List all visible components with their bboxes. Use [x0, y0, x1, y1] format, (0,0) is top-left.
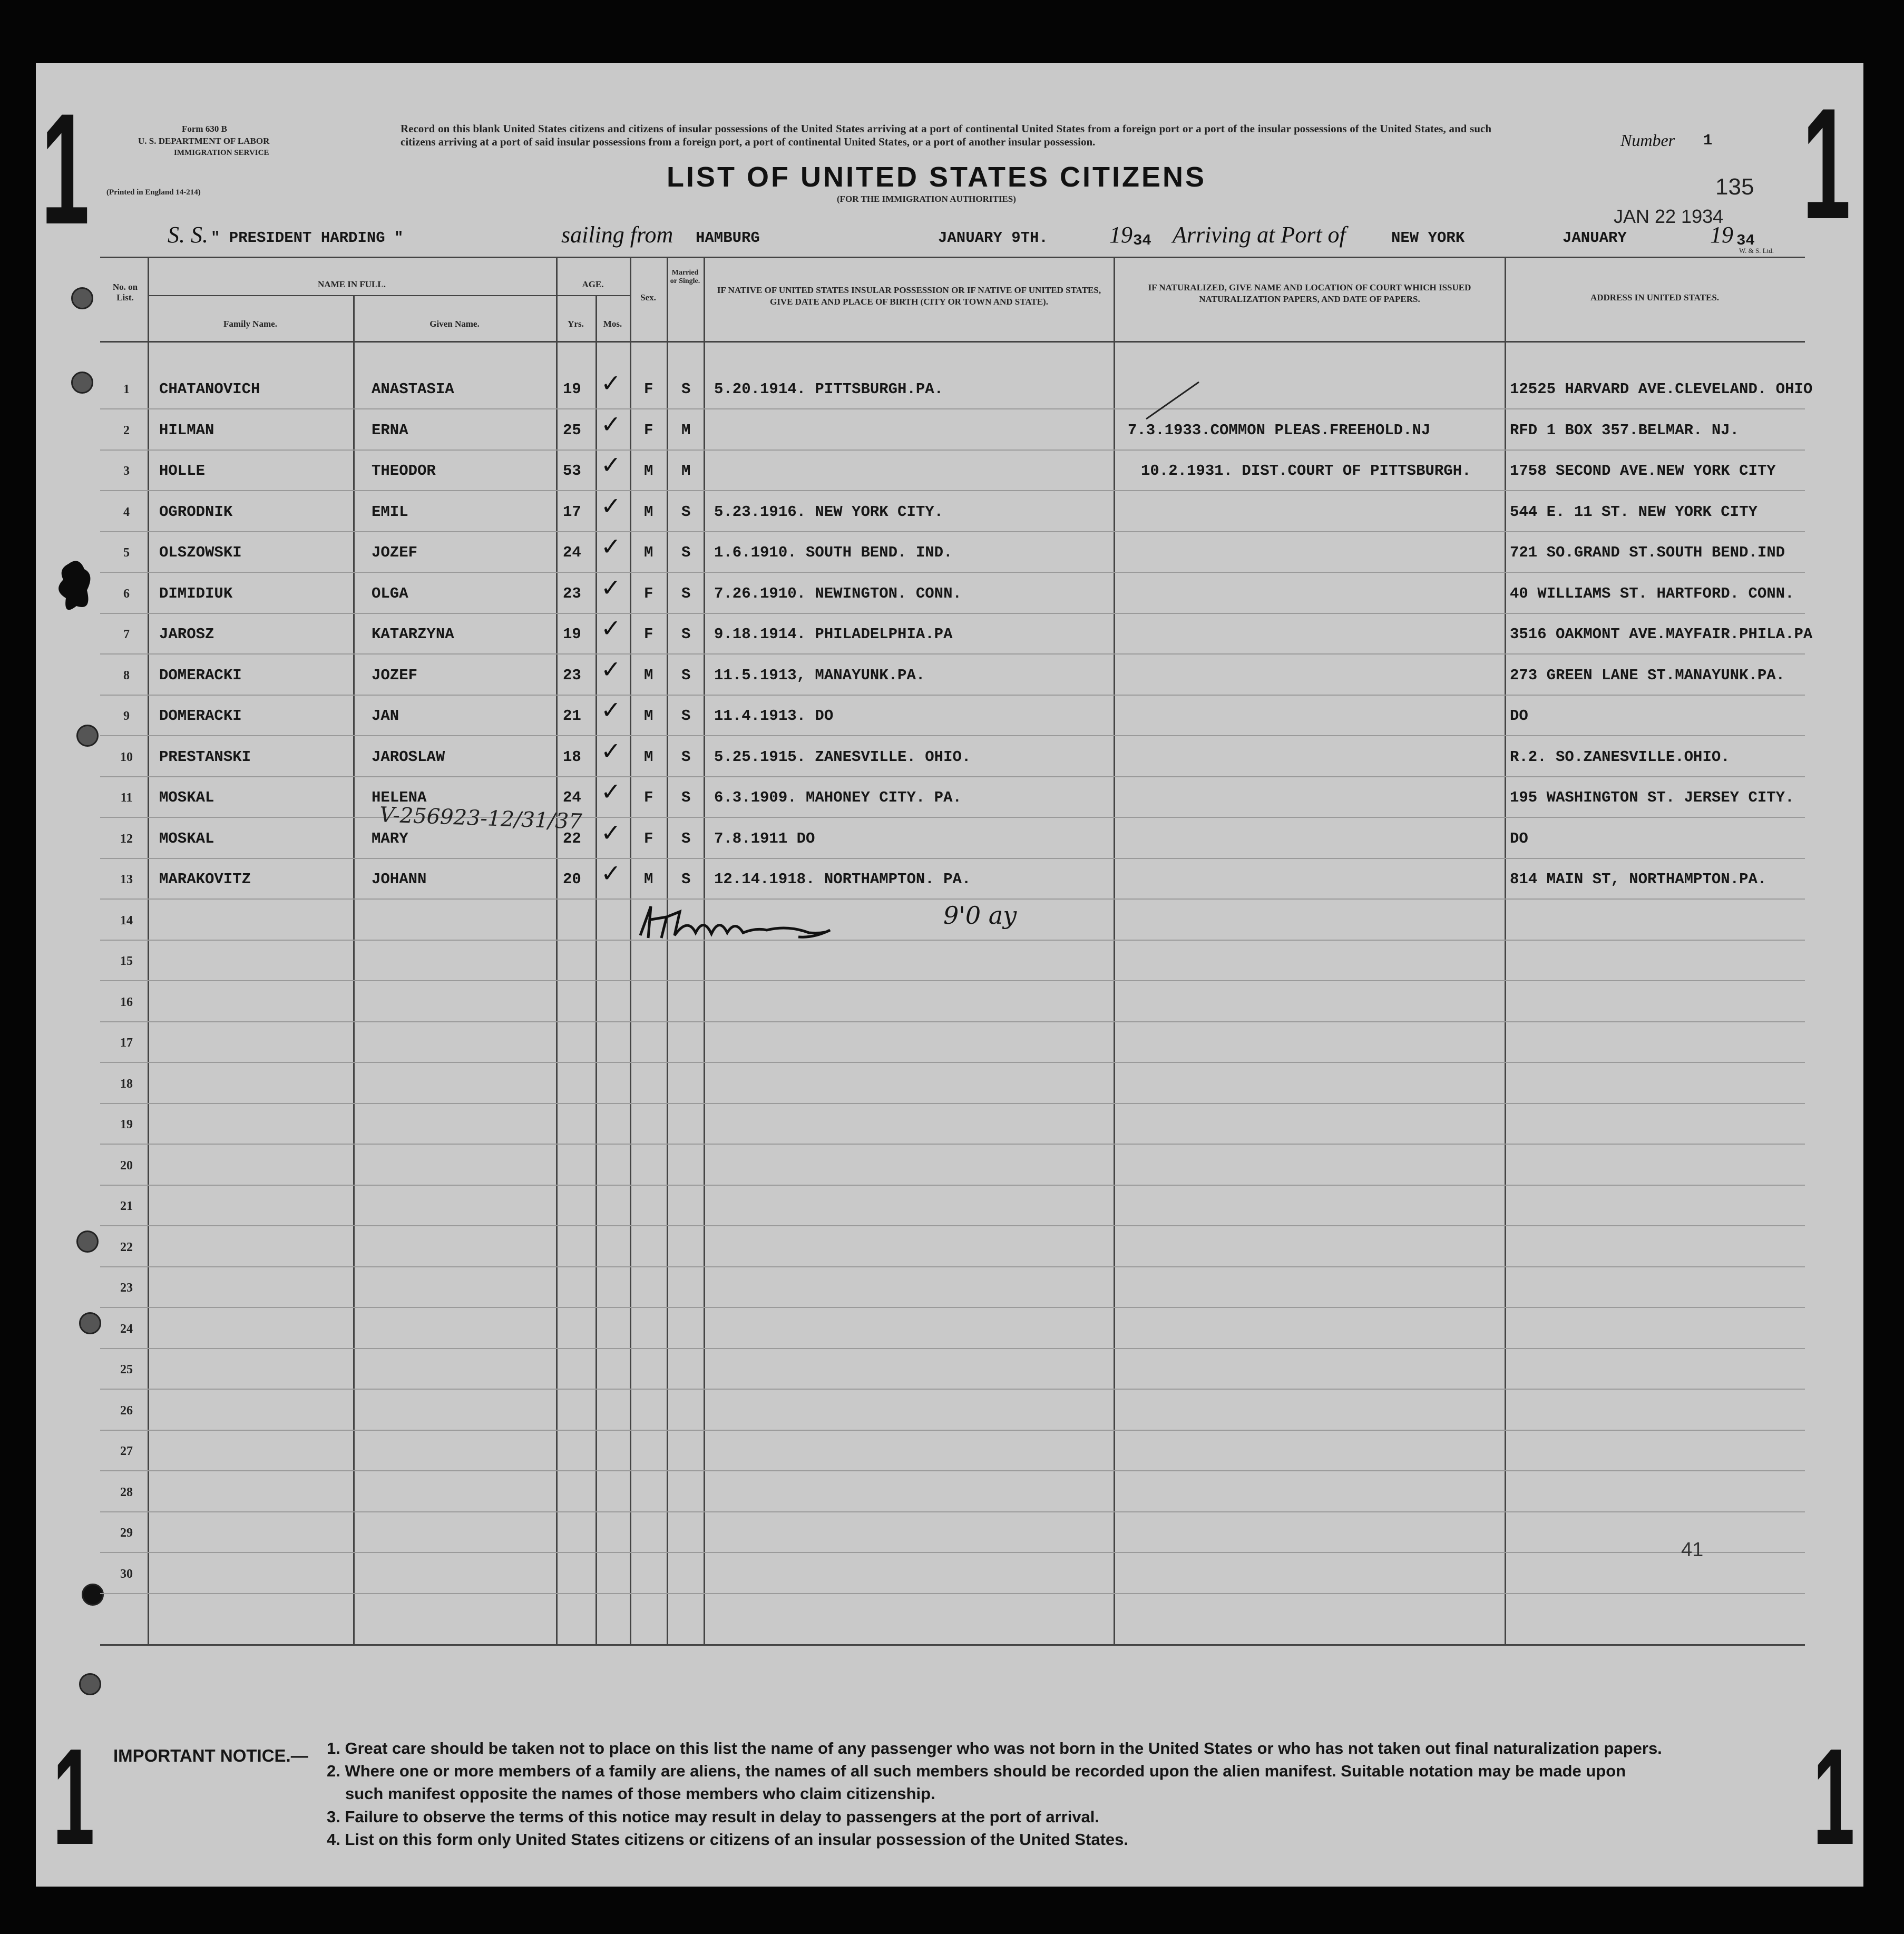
cell-sex: M — [644, 503, 653, 521]
printer-mark: W. & S. Ltd. — [1739, 247, 1774, 255]
cell-sex: M — [644, 871, 653, 888]
check-mark: ✓ — [601, 491, 621, 520]
cell-given: JOZEF — [372, 544, 418, 561]
cell-birth: 11.5.1913, MANAYUNK.PA. — [714, 666, 925, 684]
cell-family: DOMERACKI — [159, 707, 242, 725]
check-mark: ✓ — [601, 777, 621, 806]
table-bottom-border — [100, 1644, 1805, 1646]
row-number: 28 — [120, 1485, 133, 1499]
cell-addr: 195 WASHINGTON ST. JERSEY CITY. — [1510, 789, 1794, 806]
check-mark: ✓ — [601, 532, 621, 561]
ruled-line — [100, 450, 1805, 451]
row-number: 11 — [120, 791, 133, 805]
header-yrs: Yrs. — [568, 319, 584, 329]
cell-addr: 1758 SECOND AVE.NEW YORK CITY — [1510, 462, 1776, 480]
check-mark: ✓ — [601, 451, 621, 479]
cell-sex: F — [644, 789, 653, 806]
cell-ms: S — [681, 748, 691, 766]
cell-sex: M — [644, 707, 653, 725]
header-naturalized: IF NATURALIZED, GIVE NAME AND LOCATION OF COURT WHICH ISSUED NATURALIZATION PAPERS, AND DATE OF PAPERS. — [1148, 282, 1471, 304]
row-number: 2 — [123, 423, 130, 437]
cell-given: JOHANN — [372, 871, 427, 888]
header-family: Family Name. — [223, 319, 277, 329]
cell-addr: 12525 HARVARD AVE.CLEVELAND. OHIO — [1510, 380, 1813, 398]
row-number: 10 — [120, 750, 133, 764]
cell-family: DOMERACKI — [159, 666, 242, 684]
cell-ms: S — [681, 626, 691, 643]
cell-family: HILMAN — [159, 421, 214, 439]
ruled-line — [100, 1185, 1805, 1186]
header-name: NAME IN FULL. — [318, 279, 386, 289]
row-number: 18 — [120, 1077, 133, 1091]
form-number: Form 630 B — [182, 124, 227, 134]
cell-age: 23 — [563, 666, 581, 684]
ss-label: S. S. — [168, 222, 208, 248]
cell-given: OLGA — [372, 584, 408, 602]
corner-mark-top-left: 1 — [41, 80, 90, 257]
row-number: 20 — [120, 1158, 133, 1173]
row-number: 24 — [120, 1322, 133, 1336]
header-address: ADDRESS IN UNITED STATES. — [1590, 292, 1720, 302]
header-divider — [100, 341, 1805, 343]
cell-sex: F — [644, 584, 653, 602]
cell-family: HOLLE — [159, 462, 206, 480]
cell-sex: F — [644, 829, 653, 847]
cell-ms: S — [681, 829, 691, 847]
check-mark: ✓ — [601, 655, 621, 683]
cell-family: PRESTANSKI — [159, 748, 251, 766]
ruled-line — [100, 858, 1805, 859]
cell-sex: F — [644, 626, 653, 643]
row-number: 16 — [120, 995, 133, 1009]
check-mark: ✓ — [601, 818, 621, 847]
cell-family: CHATANOVICH — [159, 380, 260, 398]
cell-sex: F — [644, 380, 653, 398]
cell-age: 24 — [563, 544, 581, 561]
cell-sex: M — [644, 544, 653, 561]
row-number: 26 — [120, 1403, 133, 1418]
cell-age: 19 — [563, 380, 581, 398]
check-mark: ✓ — [601, 369, 621, 397]
cell-ms: S — [681, 544, 691, 561]
handwritten-note: 9'0 ay — [943, 901, 1017, 930]
cell-age: 21 — [563, 707, 581, 725]
ruled-line — [100, 695, 1805, 696]
ruled-line — [100, 1266, 1805, 1267]
from-port: HAMBURG — [696, 229, 760, 247]
check-mark: ✓ — [601, 573, 621, 602]
ruled-line — [100, 1307, 1805, 1308]
cell-ms: S — [681, 707, 691, 725]
manifest-sheet — [36, 63, 1863, 1887]
ruled-line — [100, 940, 1805, 941]
ruled-line — [100, 1593, 1805, 1594]
cell-age: 17 — [563, 503, 581, 521]
notice-item-1: 1. Great care should be taken not to place on this list the name of any passenger who was not born in the United States or who has not taken out final naturalization papers. — [327, 1739, 1662, 1757]
printed-note: (Printed in England 14-214) — [106, 188, 201, 197]
cell-age: 18 — [563, 748, 581, 766]
ruled-line — [100, 1511, 1805, 1512]
cell-given: JAROSLAW — [372, 748, 445, 766]
cell-nat: 7.3.1933.COMMON PLEAS.FREEHOLD.NJ — [1128, 421, 1431, 439]
cell-given: JAN — [372, 707, 399, 725]
row-number: 30 — [120, 1567, 133, 1581]
cell-sex: M — [644, 666, 653, 684]
col-border — [353, 295, 355, 1644]
cell-given: JOZEF — [372, 666, 418, 684]
ship-name: " PRESIDENT HARDING " — [211, 229, 404, 247]
notice-item-4: 4. List on this form only United States citizens or citizens of an insular possession of the United States. — [327, 1830, 1128, 1849]
signature-scribble — [630, 896, 925, 954]
notice-item-3: 3. Failure to observe the terms of this notice may result in delay to passengers at the port of arrival. — [327, 1808, 1100, 1826]
row-number: 8 — [123, 668, 130, 682]
row-number: 7 — [123, 628, 130, 641]
ruled-line — [100, 898, 1805, 900]
row-number: 25 — [120, 1363, 133, 1376]
ruled-line — [100, 1225, 1805, 1226]
check-mark: ✓ — [601, 736, 621, 765]
cell-given: EMIL — [372, 503, 408, 521]
cell-addr: 40 WILLIAMS ST. HARTFORD. CONN. — [1510, 584, 1794, 602]
row-number: 19 — [120, 1118, 133, 1131]
header-native: IF NATIVE OF UNITED STATES INSULAR POSSESSION OR IF NATIVE OF UNITED STATES, GIVE DATE AND PLACE OF BIRTH (CITY OR TOWN AND STATE). — [717, 285, 1101, 307]
ruled-line — [100, 980, 1805, 981]
row-number: 27 — [120, 1444, 133, 1458]
ruled-line — [100, 817, 1805, 818]
cell-family: MOSKAL — [159, 829, 214, 847]
row-number: 14 — [120, 913, 133, 927]
cell-addr: DO — [1510, 829, 1528, 847]
check-mark: ✓ — [601, 614, 621, 642]
cell-birth: 1.6.1910. SOUTH BEND. IND. — [714, 544, 953, 561]
ruled-line — [100, 613, 1805, 614]
cell-addr: 814 MAIN ST, NORTHAMPTON.PA. — [1510, 871, 1767, 888]
ruled-line — [100, 490, 1805, 491]
cell-ms: S — [681, 584, 691, 602]
notice-heading: IMPORTANT NOTICE.— — [113, 1746, 308, 1765]
col-border — [1114, 257, 1115, 1644]
row-number: 15 — [120, 954, 133, 968]
check-mark: ✓ — [601, 696, 621, 724]
department: U. S. DEPARTMENT OF LABOR — [138, 136, 270, 146]
cell-birth: 5.25.1915. ZANESVILLE. OHIO. — [714, 748, 971, 766]
row-number: 1 — [123, 383, 130, 396]
cell-ms: S — [681, 666, 691, 684]
cell-given: MARY — [372, 829, 408, 847]
ruled-line — [100, 572, 1805, 573]
table-top-border — [100, 257, 1805, 258]
cell-age: 24 — [563, 789, 581, 806]
arrival-port: NEW YORK — [1391, 229, 1465, 247]
ruled-line — [100, 1021, 1805, 1022]
arrival-year-prefix: 19 — [1710, 222, 1733, 248]
cell-birth: 12.14.1918. NORTHAMPTON. PA. — [714, 871, 971, 888]
cell-age: 25 — [563, 421, 581, 439]
row-number: 22 — [120, 1240, 133, 1254]
ruled-line — [100, 776, 1805, 777]
service: IMMIGRATION SERVICE — [174, 149, 269, 157]
cell-age: 53 — [563, 462, 581, 480]
ruled-line — [100, 1062, 1805, 1063]
row-number: 23 — [120, 1281, 133, 1295]
cell-given: ERNA — [372, 421, 408, 439]
cell-ms: M — [681, 462, 691, 480]
cell-family: JAROSZ — [159, 626, 214, 643]
cell-ms: S — [681, 503, 691, 521]
cell-age: 22 — [563, 829, 581, 847]
name-subdivider — [148, 295, 630, 296]
corner-mark-bottom-right: 1 — [1813, 1721, 1855, 1873]
cell-birth: 7.26.1910. NEWINGTON. CONN. — [714, 584, 962, 602]
number-label: Number — [1620, 131, 1675, 150]
cell-birth: 7.8.1911 DO — [714, 829, 815, 847]
header-sex: Sex. — [640, 292, 656, 302]
cell-addr: 3516 OAKMONT AVE.MAYFAIR.PHILA.PA — [1510, 626, 1813, 643]
sailing-label: sailing from — [561, 222, 673, 248]
col-border — [595, 295, 597, 1644]
cell-family: OLSZOWSKI — [159, 544, 242, 561]
cell-addr: 544 E. 11 ST. NEW YORK CITY — [1510, 503, 1757, 521]
sail-date: JANUARY 9TH. — [938, 229, 1048, 247]
row-number: 5 — [123, 546, 130, 560]
cell-sex: F — [644, 421, 653, 439]
row-number: 13 — [120, 873, 133, 886]
cell-ms: S — [681, 380, 691, 398]
cell-age: 20 — [563, 871, 581, 888]
arriving-label: Arriving at Port of — [1173, 222, 1346, 248]
page-count: 41 — [1681, 1539, 1704, 1561]
cell-birth: 5.20.1914. PITTSBURGH.PA. — [714, 380, 944, 398]
year-prefix: 19 — [1109, 222, 1132, 248]
punch-hole — [71, 372, 93, 394]
ruled-line — [100, 1144, 1805, 1145]
col-border — [1505, 257, 1506, 1644]
cell-nat: 10.2.1931. DIST.COURT OF PITTSBURGH. — [1141, 462, 1471, 480]
ruled-line — [100, 1348, 1805, 1349]
header-given: Given Name. — [429, 319, 480, 329]
cell-family: MARAKOVITZ — [159, 871, 251, 888]
arrival-month: JANUARY — [1563, 229, 1627, 247]
ruled-line — [100, 653, 1805, 655]
cell-age: 19 — [563, 626, 581, 643]
col-border — [148, 257, 149, 1644]
page-stamp: 135 — [1715, 174, 1754, 200]
sail-year: 34 — [1133, 232, 1151, 249]
cell-given: ANASTASIA — [372, 380, 454, 398]
cell-birth: 6.3.1909. MAHONEY CITY. PA. — [714, 789, 962, 806]
punch-hole — [79, 1312, 101, 1334]
cell-given: THEODOR — [372, 462, 436, 480]
punch-hole — [76, 1230, 99, 1253]
header-age: AGE. — [582, 279, 604, 289]
col-border — [556, 257, 558, 1644]
corner-mark-bottom-left: 1 — [53, 1721, 95, 1873]
check-mark: ✓ — [601, 409, 621, 438]
cell-addr: 721 SO.GRAND ST.SOUTH BEND.IND — [1510, 544, 1785, 561]
row-number: 12 — [120, 832, 133, 846]
ruled-line — [100, 1430, 1805, 1431]
ruled-line — [100, 531, 1805, 532]
punch-hole — [79, 1673, 101, 1695]
arrival-year: 34 — [1736, 232, 1755, 249]
cell-family: MOSKAL — [159, 789, 214, 806]
row-number: 17 — [120, 1036, 133, 1050]
cell-ms: S — [681, 789, 691, 806]
punch-hole — [76, 725, 99, 747]
punch-hole — [82, 1584, 104, 1606]
handwritten-annotation: V-256923-12/31/37 — [379, 803, 583, 834]
record-notice: Record on this blank United States citizens and citizens of insular possessions of the United States arriving at a port of continental United States from a foreign port or a port of the insular possessions of the United States, and such citizens arriving at a port of said insular possessions from a foreign port, a port of continental United States, or a port of another insular possession. — [401, 122, 1491, 148]
cell-ms: M — [681, 421, 691, 439]
corner-mark-top-right: 1 — [1802, 75, 1851, 252]
cell-sex: M — [644, 462, 653, 480]
cell-given: HELENA — [372, 789, 427, 806]
row-number: 3 — [123, 464, 130, 478]
cell-family: OGRODNIK — [159, 503, 233, 521]
cell-addr: RFD 1 BOX 357.BELMAR. NJ. — [1510, 421, 1740, 439]
ink-blot — [47, 553, 105, 622]
cell-age: 23 — [563, 584, 581, 602]
punch-hole — [71, 287, 93, 309]
cell-addr: 273 GREEN LANE ST.MANAYUNK.PA. — [1510, 666, 1785, 684]
cell-addr: DO — [1510, 707, 1528, 725]
cell-addr: R.2. SO.ZANESVILLE.OHIO. — [1510, 748, 1730, 766]
row-number: 29 — [120, 1526, 133, 1540]
header-no: No. on List. — [112, 282, 138, 302]
ruled-line — [100, 1389, 1805, 1390]
cell-sex: M — [644, 748, 653, 766]
row-number: 6 — [123, 587, 130, 601]
cell-birth: 11.4.1913. DO — [714, 707, 834, 725]
ruled-line — [100, 1470, 1805, 1471]
ruled-line — [100, 408, 1805, 409]
cell-birth: 9.18.1914. PHILADELPHIA.PA — [714, 626, 953, 643]
page-title: LIST OF UNITED STATES CITIZENS — [667, 161, 1206, 193]
cell-ms: S — [681, 871, 691, 888]
notice-item-2-cont: such manifest opposite the names of those members who claim citizenship. — [345, 1784, 935, 1803]
notice-item-2: 2. Where one or more members of a family are aliens, the names of all such members should be recorded upon the alien manifest. Suitable notation may be made upon — [327, 1762, 1626, 1780]
cell-given: KATARZYNA — [372, 626, 454, 643]
header-mos: Mos. — [603, 319, 622, 329]
header-marital: Married or Single. — [670, 269, 700, 285]
row-number: 4 — [123, 505, 130, 519]
date-stamp: JAN 22 1934 — [1614, 206, 1724, 227]
ruled-line — [100, 1103, 1805, 1104]
number-value: 1 — [1703, 132, 1713, 149]
page-subtitle: (FOR THE IMMIGRATION AUTHORITIES) — [837, 194, 1016, 204]
checkmark-slash — [1144, 379, 1202, 422]
ruled-line — [100, 1552, 1805, 1553]
row-number: 21 — [120, 1199, 133, 1213]
check-mark: ✓ — [601, 859, 621, 887]
ruled-line — [100, 735, 1805, 736]
cell-family: DIMIDIUK — [159, 584, 233, 602]
row-number: 9 — [123, 709, 130, 723]
cell-birth: 5.23.1916. NEW YORK CITY. — [714, 503, 944, 521]
